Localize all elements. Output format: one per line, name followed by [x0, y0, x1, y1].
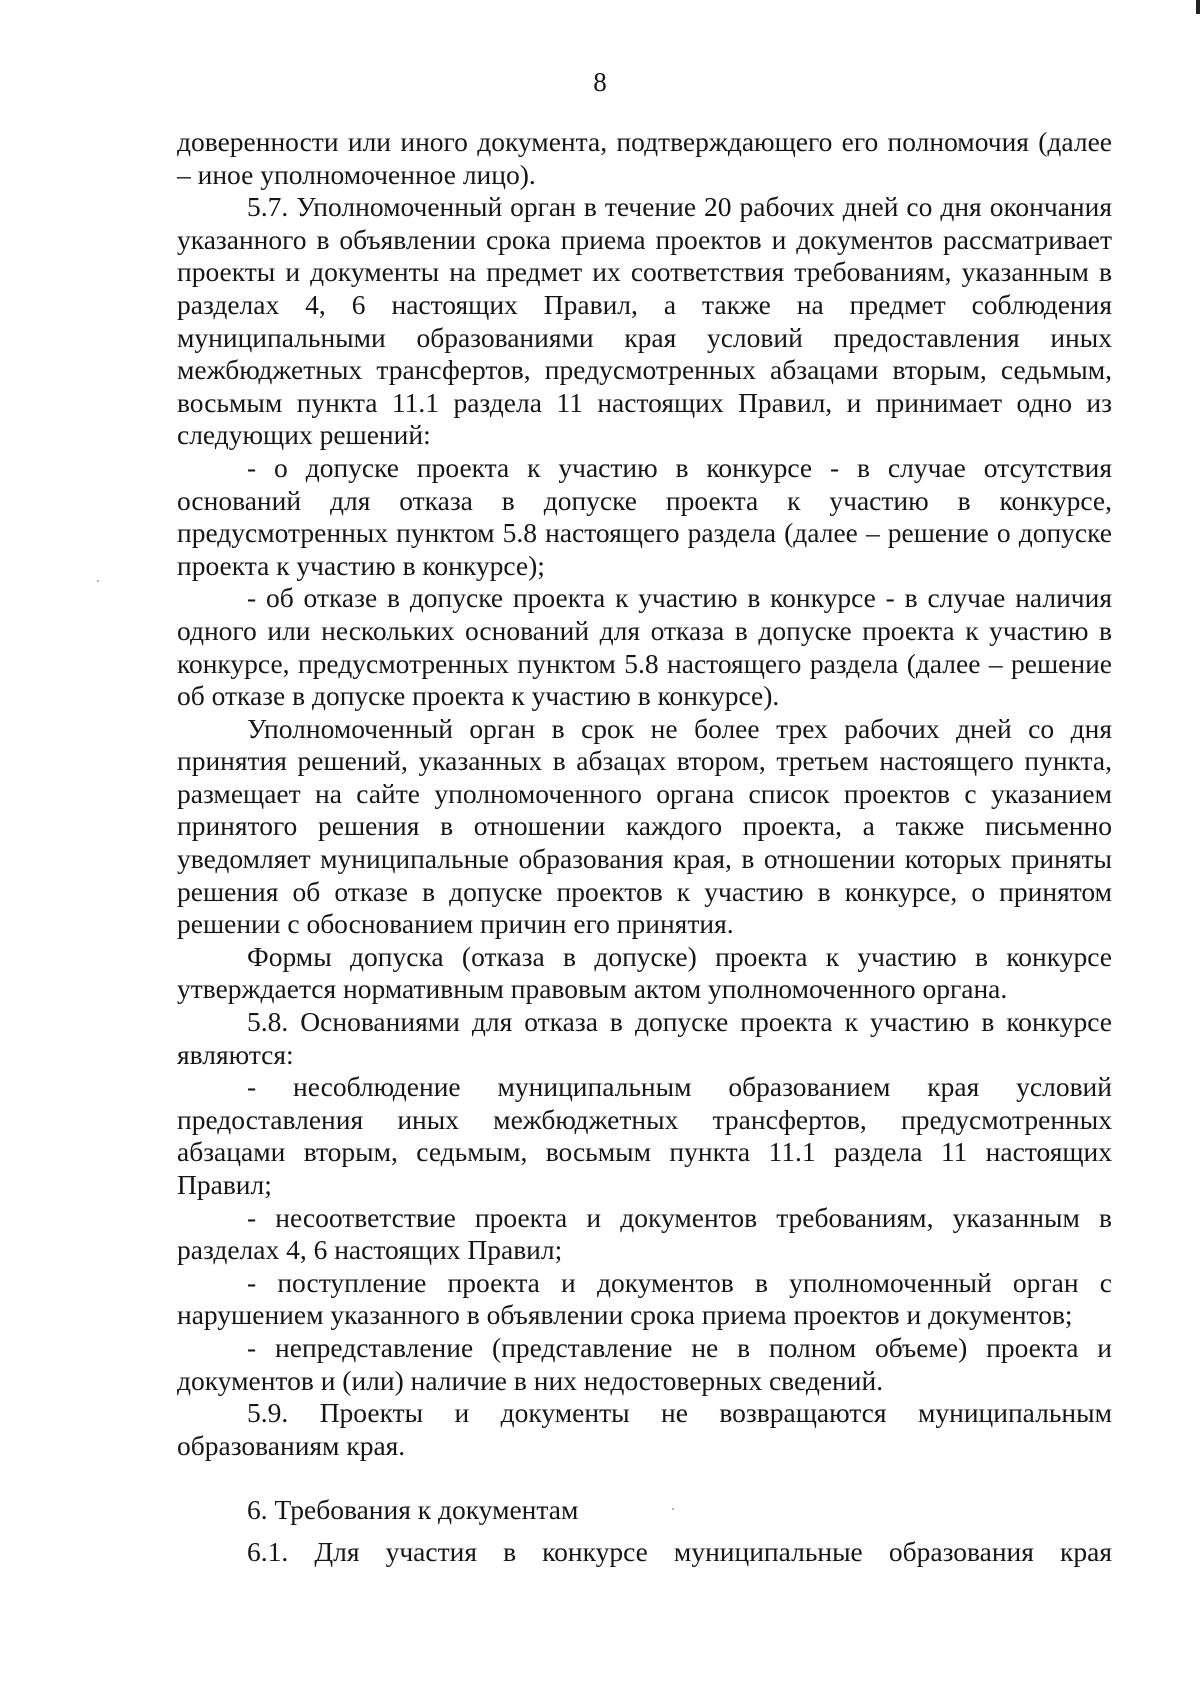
paragraph-refusal-decision: - об отказе в допуске проекта к участию в конкурсе - в случае наличия одного или нескольких оснований для отказа в допуске проекта к участию в конкурсе, предусмотренных пунктом 5.8 настоящего раздела (далее – решение об отказе в допуске проекта к участию в конкурсе).	[177, 582, 1112, 712]
list-item-nonconformity-documents: - несоответствие проекта и документов требованиям, указанным в разделах 4, 6 настоящих Правил;	[177, 1201, 1112, 1266]
paragraph-admission-decision: - о допуске проекта к участию в конкурсе - в случае отсутствия оснований для отказа в допуске проекта к участию в конкурсе, предусмотренных пунктом 5.8 настоящего раздела (далее – решение о допуске проекта к участию в конкурсе);	[177, 451, 1112, 581]
scan-edge-mark	[1196, 0, 1200, 14]
section-heading-6: 6. Требования к документам	[247, 1494, 579, 1526]
document-body	[177, 126, 1112, 1569]
paragraph-clause-6-1: 6.1. Для участия в конкурсе муниципальные образования края	[247, 1535, 1112, 1567]
paragraph-continuation: доверенности или иного документа, подтверждающего его полномочия (далее – иное уполномоченное лицо).	[177, 126, 1112, 190]
page-number: 8	[593, 67, 607, 97]
list-item-nonsubmission: - непредставление (представление не в полном объеме) проекта и документов и (или) наличие в них недостоверных сведений.	[177, 1331, 1112, 1396]
list-item-nonconformity-conditions: - несоблюдение муниципальным образованием края условий предоставления иных межбюджетных трансфертов, предусмотренных абзацами вторым, седьмым, восьмым пункта 11.1 раздела 11 настоящих Правил;	[177, 1071, 1112, 1200]
paragraph-clause-5-8: 5.8. Основаниями для отказа в допуске проекта к участию в конкурсе являются:	[177, 1006, 1112, 1070]
scan-speck	[97, 580, 99, 582]
paragraph-notification: Уполномоченный орган в срок не более трех рабочих дней со дня принятия решений, указанных в абзацах втором, третьем настоящего пункта, размещает на сайте уполномоченного органа список проектов с указанием принятого решения в отношении каждого проекта, а также письменно уведомляет муниципальные образования края, в отношении которых приняты решения об отказе в допуске проектов к участию в конкурсе, о принятом решении с обоснованием причин его принятия.	[177, 712, 1112, 940]
paragraph-clause-5-9: 5.9. Проекты и документы не возвращаются муниципальным образованиям края.	[177, 1397, 1112, 1461]
paragraph-forms: Формы допуска (отказа в допуске) проекта к участию в конкурсе утверждается нормативным правовым актом уполномоченного органа.	[177, 940, 1112, 1005]
list-item-late-submission: - поступление проекта и документов в уполномоченный орган с нарушением указанного в объявлении срока приема проектов и документов;	[177, 1266, 1112, 1331]
paragraph-clause-5-7: 5.7. Уполномоченный орган в течение 20 рабочих дней со дня окончания указанного в объявлении срока приема проектов и документов рассматривает проекты и документы на предмет их соответствия требованиям, указанным в разделах 4, 6 настоящих Правил, а также на предмет соблюдения муниципальными образованиями края условий предоставления иных межбюджетных трансфертов, предусмотренных абзацами вторым, седьмым, восьмым пункта 11.1 раздела 11 настоящих Правил, и принимает одно из следующих решений:	[177, 191, 1112, 451]
